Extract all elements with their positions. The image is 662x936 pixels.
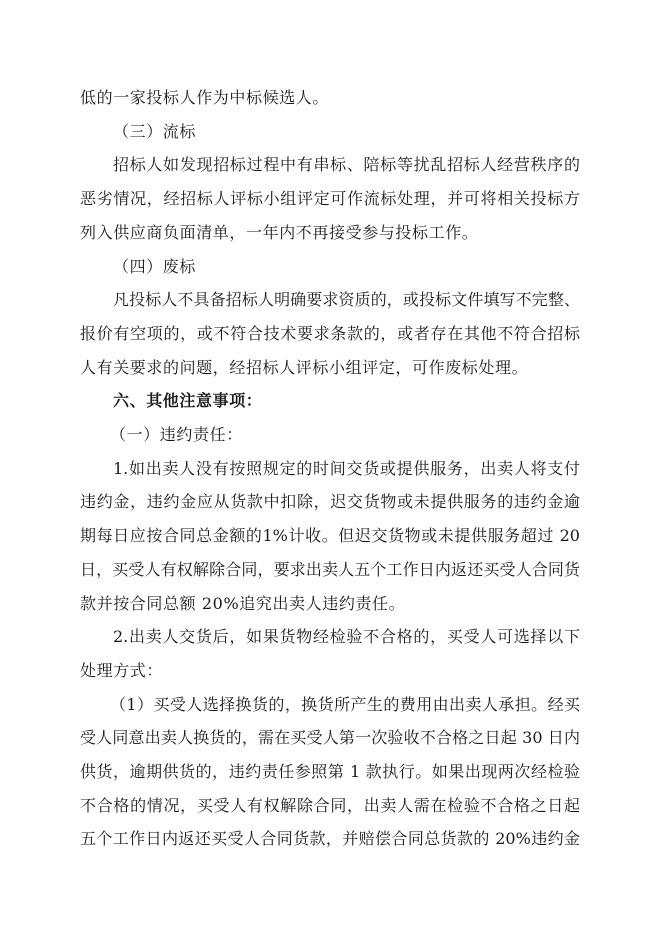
paragraph-line: 列入供应商负面清单，一年内不再接受参与投标工作。 [80,222,479,242]
section-heading-feibiao: （四）废标 [113,256,197,276]
paragraph-line: 受人同意出卖人换货的，需在买受人第一次验收不合格之日起 30 日内 [80,728,580,748]
section-heading-other-notes: 六、其他注意事项： [113,391,263,411]
document-page [80,81,580,856]
subsection-heading-breach: （一）违约责任： [110,425,243,445]
paragraph-line: 违约金，违约金应从货款中扣除，迟交货物或未提供服务的违约金逾 [80,492,580,512]
paragraph-line: 2.出卖人交货后，如果货物经检验不合格的，买受人可选择以下 [113,627,580,647]
paragraph-line: 供货，逾期供货的，违约责任参照第 1 款执行。如果出现两次经检验 [80,762,580,782]
paragraph-line: 处理方式： [80,660,164,680]
paragraph-line: 款并按合同总额 20%追究出卖人违约责任。 [80,593,406,613]
paragraph-line: （1）买受人选择换货的，换货所产生的费用由出卖人承担。经买 [110,694,580,714]
paragraph-line: 期每日应按合同总金额的1%计收。但迟交货物或未提供服务超过 20 [80,526,580,546]
paragraph-line: 人有关要求的问题，经招标人评标小组评定，可作废标处理。 [80,357,529,377]
paragraph-line: 招标人如发现招标过程中有串标、陪标等扰乱招标人经营秩序的 [113,155,580,175]
paragraph-line: 凡投标人不具备招标人明确要求资质的，或投标文件填写不完整、 [113,290,580,310]
paragraph-line: 低的一家投标人作为中标候选人。 [80,88,330,107]
section-heading-liubiao: （三）流标 [113,121,197,141]
paragraph-line: 1.如出卖人没有按照规定的时间交货或提供服务，出卖人将支付 [113,458,580,478]
paragraph-line: 不合格的情况，买受人有权解除合同，出卖人需在检验不合格之日起 [80,795,580,815]
paragraph-line: 恶劣情况，经招标人评标小组评定可作流标处理，并可将相关投标方 [80,189,580,209]
paragraph-line: 五个工作日内返还买受人合同货款，并赔偿合同总货款的 20%违约金 [80,829,580,849]
paragraph-line: 日，买受人有权解除合同，要求出卖人五个工作日内返还买受人合同货 [80,559,580,579]
paragraph-line: 报价有空项的，或不符合技术要求条款的，或者存在其他不符合招标 [80,323,580,343]
